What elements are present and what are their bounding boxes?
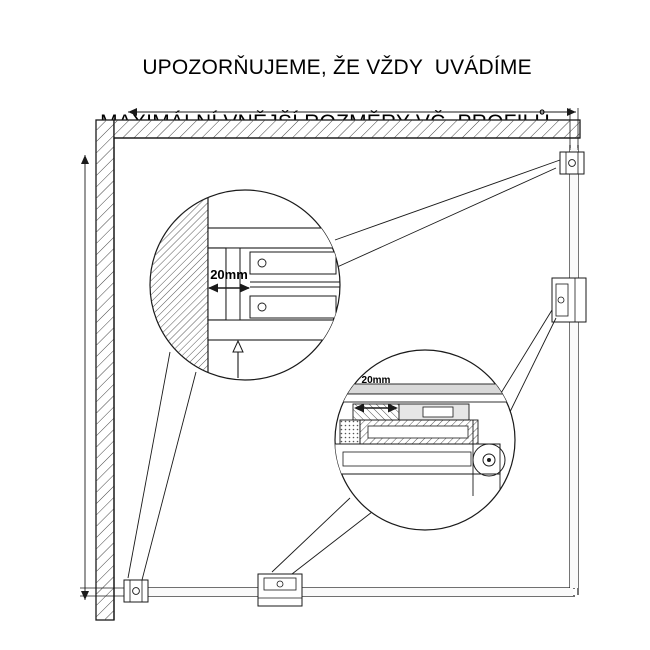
wall-structure: [96, 120, 580, 620]
page-title-line-1: UPOZORŇUJEME, ŽE VŽDY UVÁDÍME: [142, 55, 532, 79]
bottom-detail-dimension-label: 20mm: [361, 375, 391, 386]
detail-bubble-door-profile: [335, 350, 515, 530]
detail-bubble-wall-profile: [150, 190, 380, 380]
top-detail-dimension-label: 20mm: [210, 267, 248, 282]
dimension-guides: [80, 108, 578, 600]
